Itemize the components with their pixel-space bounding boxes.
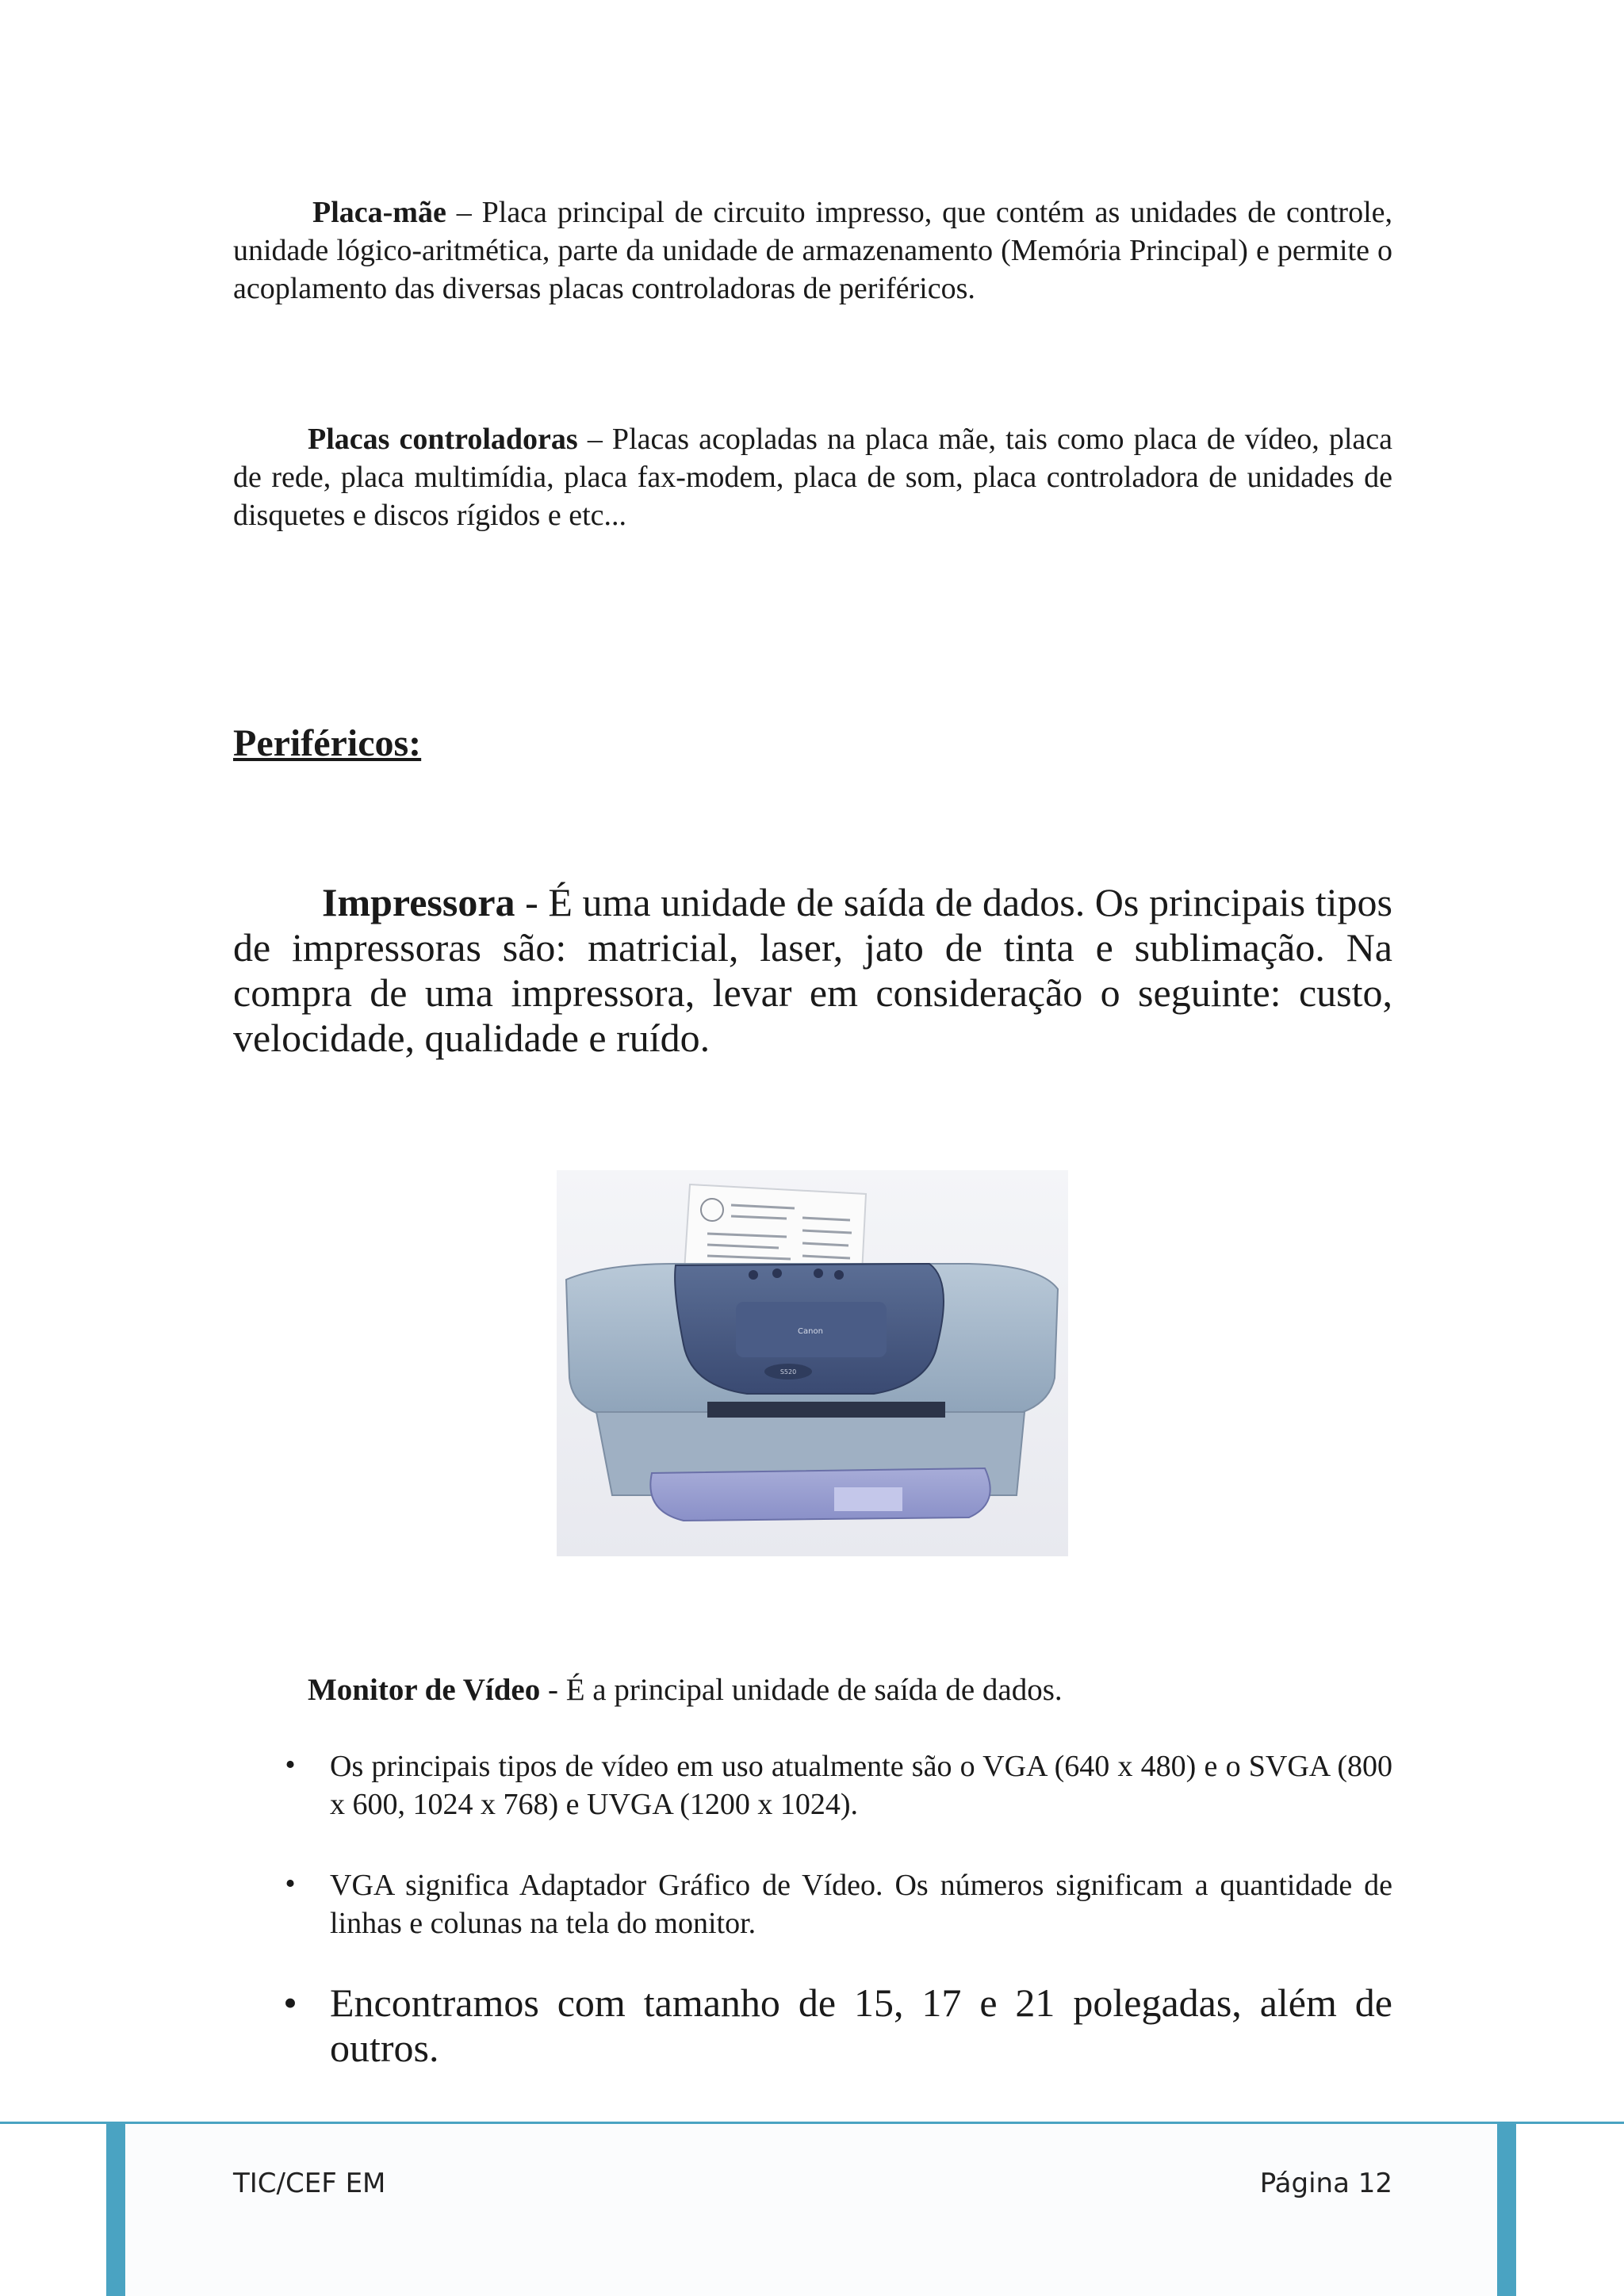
monitor-line [308, 1671, 1063, 1709]
placas-controladoras-text: – Placas acopladas na placa mãe, tais como placa de vídeo, placa de rede, placa multimídia, placa fax-modem, placa de som, placa controladora de unidades de disquetes e discos rígidos e etc... [233, 423, 1392, 532]
placa-mae-text: – Placa principal de circuito impresso, que contém as unidades de controle, unidade lógico-aritmética, parte da unidade de armazenamento (Memória Principal) e permite o acoplamento das diversas placas controladoras de periféricos. [233, 196, 1392, 305]
footer-right-bar [1497, 2123, 1516, 2296]
bullet-text: VGA significa Adaptador Gráfico de Vídeo. Os números significam a quantidade de linhas e colunas na tela do monitor. [330, 1869, 1392, 1940]
perifericos-heading: Periféricos: [233, 722, 422, 764]
placas-controladoras-term: Placas controladoras [308, 423, 578, 456]
impressora-paragraph [233, 880, 1392, 1061]
footer-panel [127, 2124, 1497, 2296]
impressora-term: Impressora [322, 880, 515, 924]
footer-left-bar [106, 2123, 125, 2296]
bullet-text: Os principais tipos de vídeo em uso atualmente são o VGA (640 x 480) e o SVGA (800 x 600, 1024 x 768) e UVGA (1200 x 1024). [330, 1750, 1392, 1821]
bullet-symbol: • [285, 1867, 296, 1900]
footer-left-text: TIC/CEF EM [233, 2168, 386, 2199]
brand-label: Canon [798, 1327, 823, 1336]
printer-illustration [557, 1170, 1068, 1556]
bullet-text: Encontramos com tamanho de 15, 17 e 21 polegadas, além de outros. [330, 1980, 1392, 2070]
placa-mae-term: Placa-mãe [312, 196, 446, 229]
footer-page-number: Página 12 [1259, 2168, 1392, 2199]
impressora-text: - É uma unidade de saída de dados. Os principais tipos de impressoras são: matricial, laser, jato de tinta e sublimação. Na compra de uma impressora, levar em consideração o seguinte: custo, velocidade, qualidade e ruído. [233, 880, 1392, 1060]
placa-mae-paragraph [233, 193, 1392, 308]
monitor-text: - É a principal unidade de saída de dados. [540, 1673, 1063, 1707]
bullet-symbol: • [285, 1748, 296, 1781]
model-label: S520 [779, 1368, 797, 1376]
bullet-symbol: • [283, 1980, 297, 2025]
placas-controladoras-paragraph [233, 420, 1392, 534]
monitor-term: Monitor de Vídeo [308, 1673, 541, 1707]
footer-rule [0, 2122, 1624, 2124]
printer-photo [557, 1170, 1068, 1556]
